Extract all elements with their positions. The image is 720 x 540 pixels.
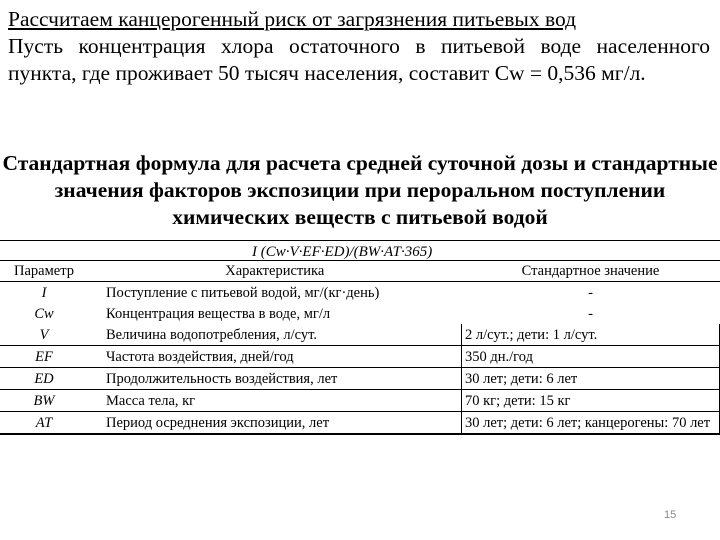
section-heading: Стандартная формула для расчета средней суточной дозы и стандартные значения факторов экспозиции при пероральном поступлении химических веществ с питьевой водой: [2, 151, 718, 229]
table-row: [0, 390, 720, 412]
dose-formula: I (Cw·V·EF·ED)/(BW·AT·365): [252, 244, 433, 260]
row-value: 350 дн./год: [462, 346, 720, 368]
row-description: Величина водопотребления, л/сут.: [88, 324, 462, 346]
table-row: [0, 368, 720, 390]
row-param: Cw: [34, 305, 54, 322]
row-description: Концентрация вещества в воде, мг/л: [106, 305, 331, 322]
row-description: Масса тела, кг: [88, 390, 462, 412]
page-number: 15: [664, 509, 677, 521]
row-description: Продолжительность воздействия, лет: [88, 368, 462, 390]
slide-title: Рассчитаем канцерогенный риск от загрязнения питьевых вод: [8, 7, 577, 31]
row-param: BW: [0, 390, 88, 412]
row-param: I: [41, 284, 47, 301]
table-row: [0, 303, 720, 324]
formula-table-block: [0, 240, 720, 436]
row-param: EF: [0, 346, 88, 368]
row-value: -: [588, 305, 593, 322]
exposure-factors-table: [0, 260, 720, 435]
row-param: ED: [0, 368, 88, 390]
table-row: [0, 412, 720, 435]
table-row: [0, 324, 720, 346]
row-value: 2 л/сут.; дети: 1 л/сут.: [462, 324, 720, 346]
header-standard-value: Стандартное значение: [462, 261, 720, 282]
row-description: Период осреднения экспозиции, лет: [88, 412, 462, 435]
row-description: Частота воздействия, дней/год: [88, 346, 462, 368]
row-description: Поступление с питьевой водой, мг/(кг·день): [106, 284, 380, 301]
row-value: 70 кг; дети: 15 кг: [462, 390, 720, 412]
row-param: AT: [0, 412, 88, 435]
row-value: 30 лет; дети: 6 лет; канцерогены: 70 лет: [462, 412, 720, 435]
row-param: V: [0, 324, 88, 346]
row-value: -: [588, 284, 593, 301]
table-header-row: [0, 261, 720, 282]
table-row: [0, 282, 720, 304]
formula-row: [0, 240, 720, 261]
row-value: 30 лет; дети: 6 лет: [462, 368, 720, 390]
intro-text: [8, 6, 710, 87]
header-characteristic: Характеристика: [88, 261, 462, 282]
intro-paragraph: Пусть концентрация хлора остаточного в питьевой воде населенного пункта, где проживает 50 тысяч населения, составит Cw = 0,536 мг/л.: [8, 34, 710, 85]
header-param: Параметр: [0, 261, 88, 282]
table-row: [0, 346, 720, 368]
